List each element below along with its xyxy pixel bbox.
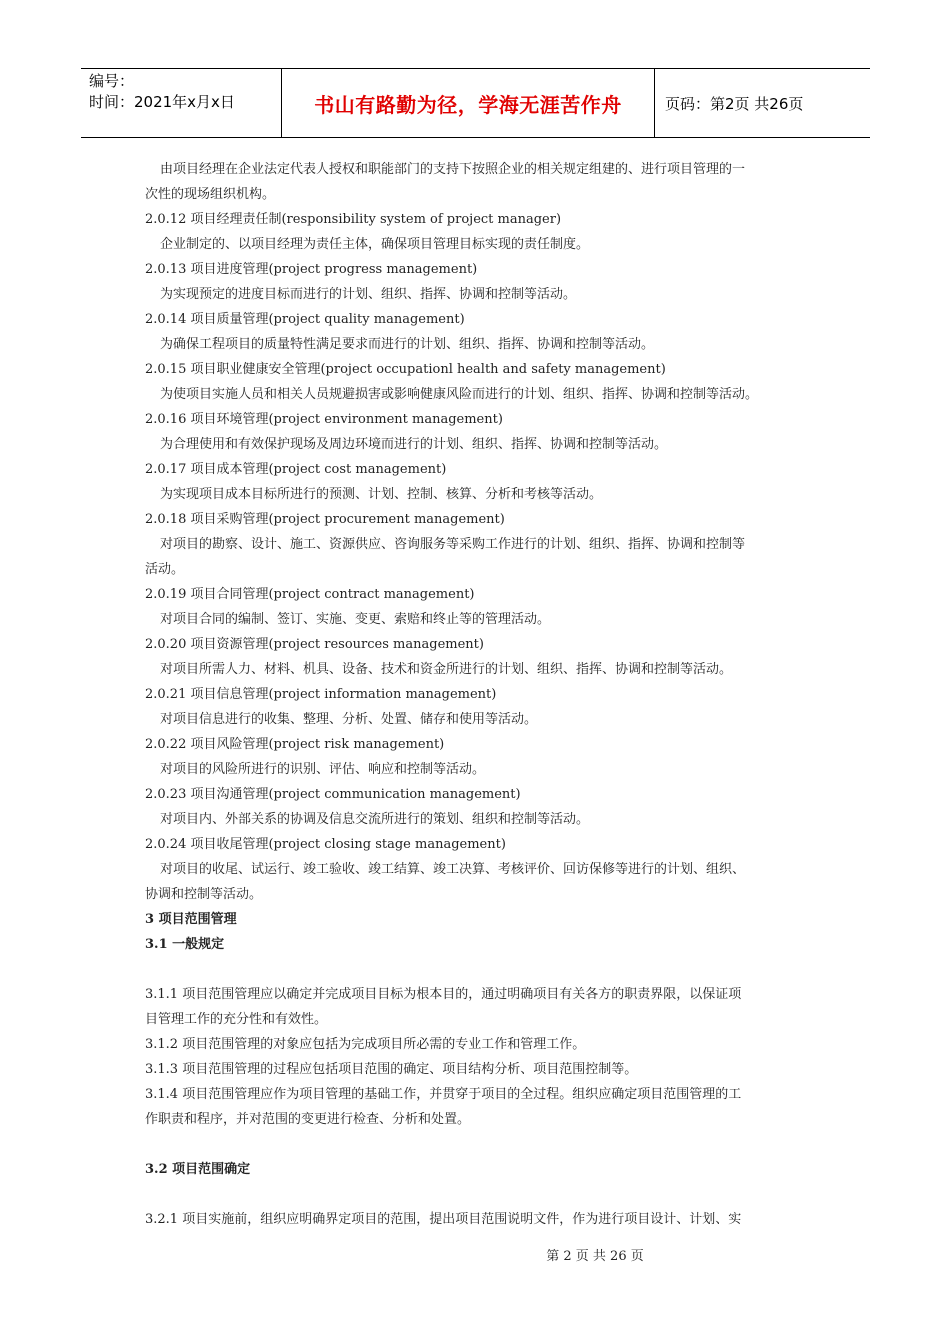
time-label: 时间：2021年x月x日 xyxy=(89,93,235,111)
term-heading: 2.0.24 项目收尾管理(project closing stage management) xyxy=(145,837,506,852)
spacer xyxy=(145,957,825,982)
number-label: 编号： xyxy=(89,72,135,90)
clause-line: 3.1.3 项目范围管理的过程应包括项目范围的确定、项目结构分析、项目范围控制等。 xyxy=(145,1062,638,1077)
term-heading: 2.0.15 项目职业健康安全管理(project occupationl health and safety management) xyxy=(145,362,666,377)
term-heading: 2.0.18 项目采购管理(project procurement management) xyxy=(145,512,505,527)
term-heading: 2.0.22 项目风险管理(project risk management) xyxy=(145,737,445,752)
term-definition: 对项目的风险所进行的识别、评估、响应和控制等活动。 xyxy=(160,762,486,777)
term-heading: 2.0.23 项目沟通管理(project communication management) xyxy=(145,787,521,802)
term-definition: 企业制定的、以项目经理为责任主体，确保项目管理目标实现的责任制度。 xyxy=(160,237,590,252)
spacer xyxy=(145,1182,825,1207)
term-definition: 协调和控制等活动。 xyxy=(145,887,263,902)
term-definition: 对项目合同的编制、签订、实施、变更、索赔和终止等的管理活动。 xyxy=(160,612,551,627)
term-definition: 为实现预定的进度目标而进行的计划、组织、指挥、协调和控制等活动。 xyxy=(160,287,577,302)
motto: 书山有路勤为径，学海无涯苦作舟 xyxy=(314,92,622,117)
term-heading: 2.0.19 项目合同管理(project contract management) xyxy=(145,587,475,602)
term-heading: 2.0.12 项目经理责任制(responsibility system of project manager) xyxy=(145,212,562,227)
term-definition: 对项目的勘察、设计、施工、资源供应、咨询服务等采购工作进行的计划、组织、指挥、协调和控制等 xyxy=(160,537,746,552)
page-footer: 第 2 页 共 26 页 xyxy=(546,1249,644,1264)
term-definition: 对项目所需人力、材料、机具、设备、技术和资金所进行的计划、组织、指挥、协调和控制等活动。 xyxy=(160,662,733,677)
spacer xyxy=(145,1132,825,1157)
term-definition: 为使项目实施人员和相关人员规避损害或影响健康风险而进行的计划、组织、指挥、协调和控制等活动。 xyxy=(160,387,759,402)
body-line: 由项目经理在企业法定代表人授权和职能部门的支持下按照企业的相关规定组建的、进行项目管理的一 xyxy=(160,162,746,177)
term-definition: 为合理使用和有效保护现场及周边环境而进行的计划、组织、指挥、协调和控制等活动。 xyxy=(160,437,668,452)
clause-line: 3.2.1 项目实施前，组织应明确界定项目的范围，提出项目范围说明文件，作为进行项目设计、计划、实 xyxy=(145,1212,742,1227)
clause-line: 作职责和程序，并对范围的变更进行检查、分析和处置。 xyxy=(145,1112,471,1127)
term-heading: 2.0.17 项目成本管理(project cost management) xyxy=(145,462,447,477)
document-body xyxy=(145,157,825,1232)
clause-line: 3.1.4 项目范围管理应作为项目管理的基础工作，并贯穿于项目的全过程。组织应确定项目范围管理的工 xyxy=(145,1087,742,1102)
clause-line: 3.1.1 项目范围管理应以确定并完成项目目标为根本目的，通过明确项目有关各方的职责界限，以保证项 xyxy=(145,987,742,1002)
clause-line: 目管理工作的充分性和有效性。 xyxy=(145,1012,328,1027)
term-heading: 2.0.21 项目信息管理(project information management) xyxy=(145,687,497,702)
term-heading: 2.0.20 项目资源管理(project resources management) xyxy=(145,637,484,652)
term-heading: 2.0.14 项目质量管理(project quality management) xyxy=(145,312,465,327)
header-page-info: 页码：第2页 共26页 xyxy=(665,94,804,113)
header-motto-cell xyxy=(282,69,655,137)
term-definition: 对项目信息进行的收集、整理、分析、处置、储存和使用等活动。 xyxy=(160,712,538,727)
page-header xyxy=(81,68,870,138)
term-definition: 为确保工程项目的质量特性满足要求而进行的计划、组织、指挥、协调和控制等活动。 xyxy=(160,337,655,352)
clause-line: 3.1.2 项目范围管理的对象应包括为完成项目所必需的专业工作和管理工作。 xyxy=(145,1037,586,1052)
term-heading: 2.0.16 项目环境管理(project environment management) xyxy=(145,412,503,427)
header-meta xyxy=(81,69,282,137)
section-heading: 3.2 项目范围确定 xyxy=(145,1162,251,1177)
term-definition: 对项目的收尾、试运行、竣工验收、竣工结算、竣工决算、考核评价、回访保修等进行的计划、组织、 xyxy=(160,862,746,877)
chapter-heading: 3 项目范围管理 xyxy=(145,912,237,927)
term-definition: 活动。 xyxy=(145,562,185,577)
section-heading: 3.1 一般规定 xyxy=(145,937,225,952)
term-definition: 对项目内、外部关系的协调及信息交流所进行的策划、组织和控制等活动。 xyxy=(160,812,590,827)
term-definition: 为实现项目成本目标所进行的预测、计划、控制、核算、分析和考核等活动。 xyxy=(160,487,603,502)
body-line: 次性的现场组织机构。 xyxy=(145,187,276,202)
term-heading: 2.0.13 项目进度管理(project progress management) xyxy=(145,262,478,277)
